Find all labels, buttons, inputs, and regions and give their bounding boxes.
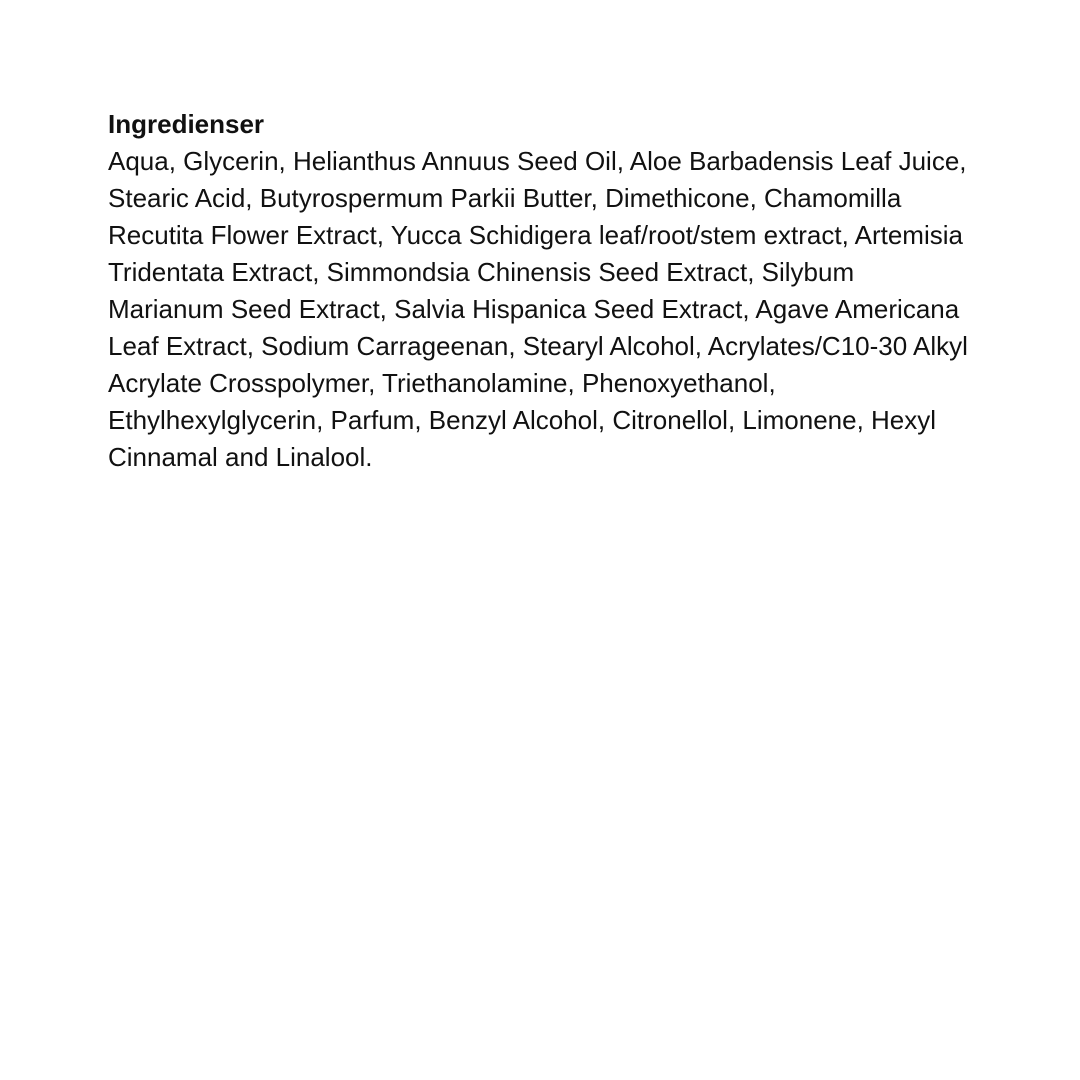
ingredients-panel <box>108 106 972 476</box>
ingredients-heading: Ingredienser <box>108 109 265 139</box>
ingredients-list-text: Aqua, Glycerin, Helianthus Annuus Seed Oil, Aloe Barbadensis Leaf Juice, Stearic Acid, Butyrospermum Parkii Butter, Dimethicone, Chamomilla Recutita Flower Extract, Yucca Schidigera leaf/root/stem extract, Artemisia Tridentata Extract, Simmondsia Chinensis Seed Extract, Silybum Marianum Seed Extract, Salvia Hispanica Seed Extract, Agave Americana Leaf Extract, Sodium Carrageenan, Stearyl Alcohol, Acrylates/C10-30 Alkyl Acrylate Crosspolymer, Triethanolamine, Phenoxyethanol, Ethylhexylglycerin, Parfum, Benzyl Alcohol, Citronellol, Limonene, Hexyl Cinnamal and Linalool. <box>108 146 968 472</box>
